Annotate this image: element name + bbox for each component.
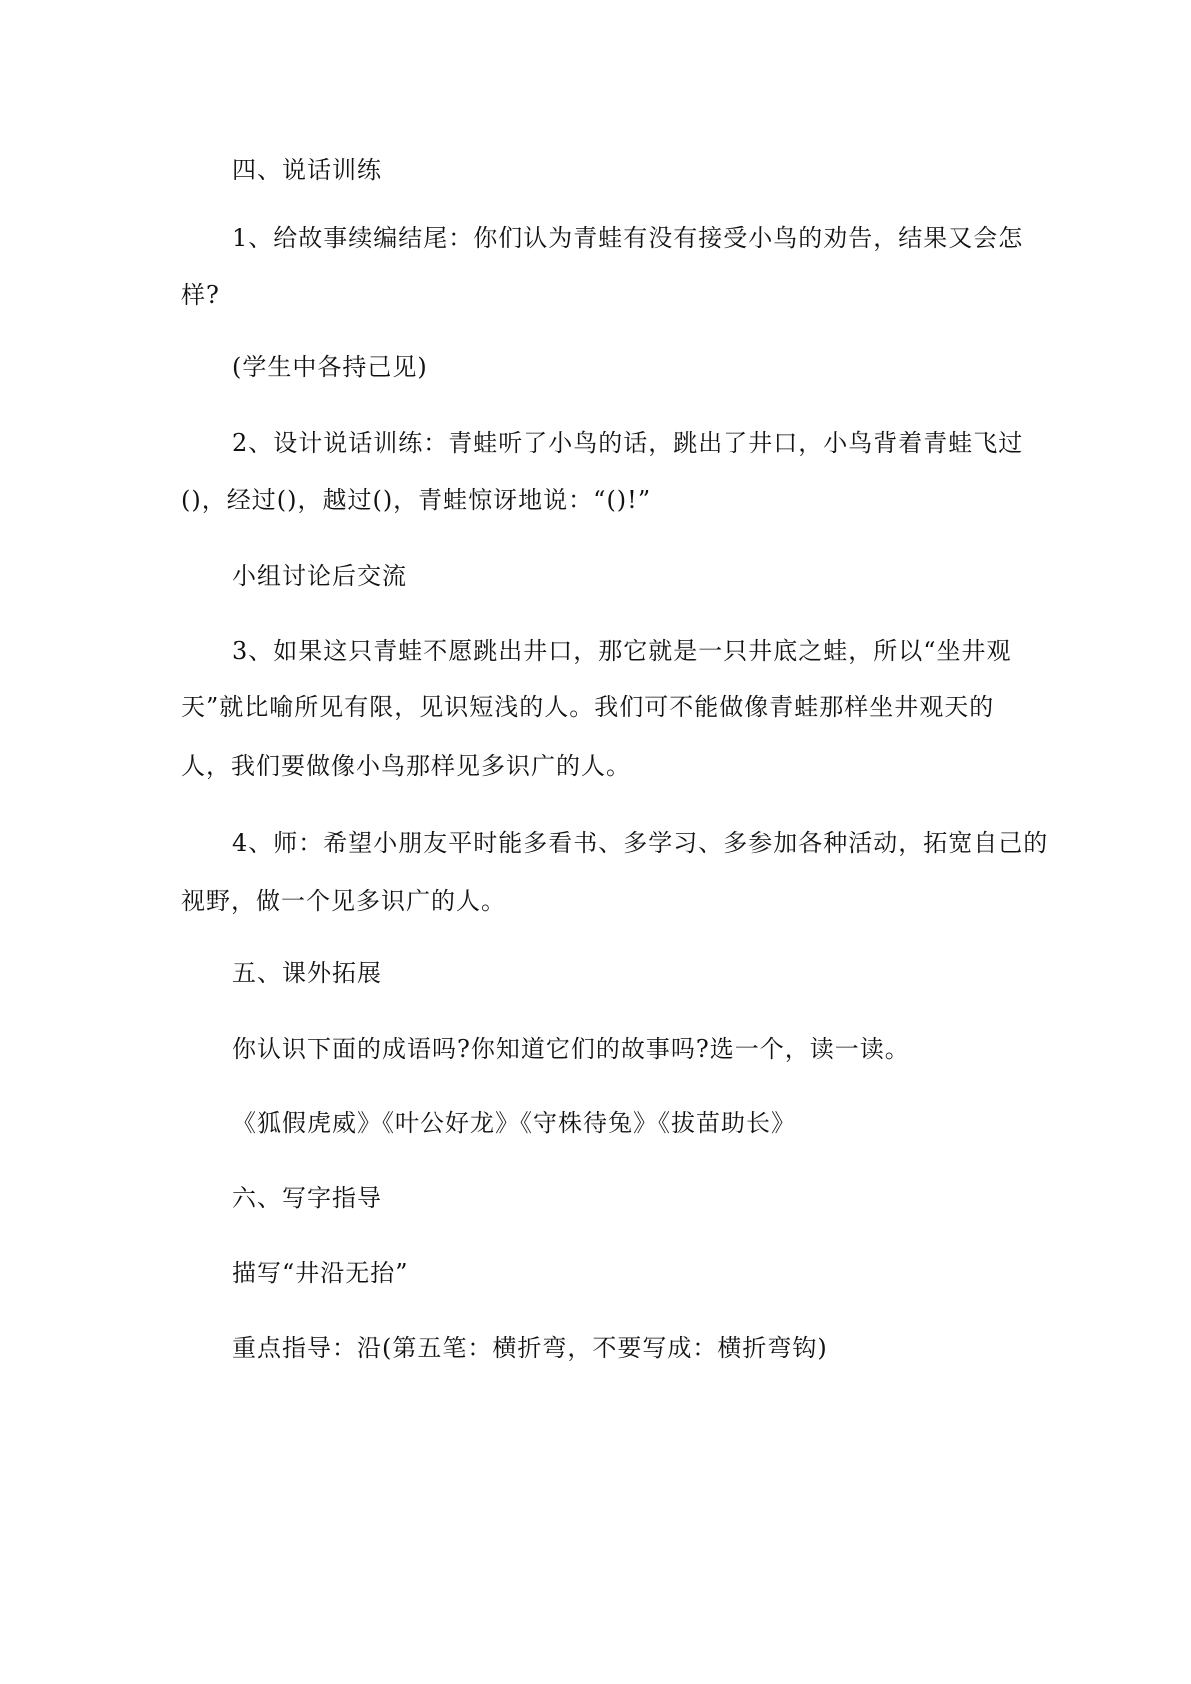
paragraph-line: 小组讨论后交流: [232, 562, 407, 590]
paragraph-line: 2、设计说话训练：青蛙听了小鸟的话，跳出了井口，小鸟背着青蛙飞过: [232, 429, 1024, 457]
paragraph-line: 你认识下面的成语吗?你知道它们的故事吗?选一个，读一读。: [232, 1035, 910, 1063]
paragraph-line: 样?: [181, 281, 220, 309]
paragraph-line: ()，经过()，越过()，青蛙惊讶地说：“()!”: [181, 486, 652, 514]
section-heading-extracurricular: 五、课外拓展: [232, 959, 382, 987]
idiom-list: 《狐假虎威》《叶公好龙》《守株待兔》《拔苗助长》: [232, 1109, 796, 1137]
paragraph-line: (学生中各持己见): [232, 353, 428, 381]
paragraph-line: 重点指导：沿(第五笔：横折弯，不要写成：横折弯钩): [232, 1334, 828, 1362]
paragraph-line: 3、如果这只青蛙不愿跳出井口，那它就是一只井底之蛙，所以“坐井观: [232, 637, 1012, 665]
section-heading-speaking-training: 四、说话训练: [232, 156, 382, 184]
paragraph-line: 视野，做一个见多识广的人。: [181, 887, 506, 915]
paragraph-line: 人，我们要做像小鸟那样见多识广的人。: [181, 752, 631, 780]
paragraph-line: 1、给故事续编结尾：你们认为青蛙有没有接受小鸟的劝告，结果又会怎: [232, 224, 1024, 252]
paragraph-line: 天”就比喻所见有限，见识短浅的人。我们可不能做像青蛙那样坐井观天的: [181, 693, 995, 721]
section-heading-writing-guidance: 六、写字指导: [232, 1184, 382, 1212]
paragraph-line: 描写“井沿无抬”: [232, 1259, 409, 1287]
paragraph-line: 4、师：希望小朋友平时能多看书、多学习、多参加各种活动，拓宽自己的: [232, 829, 1049, 857]
